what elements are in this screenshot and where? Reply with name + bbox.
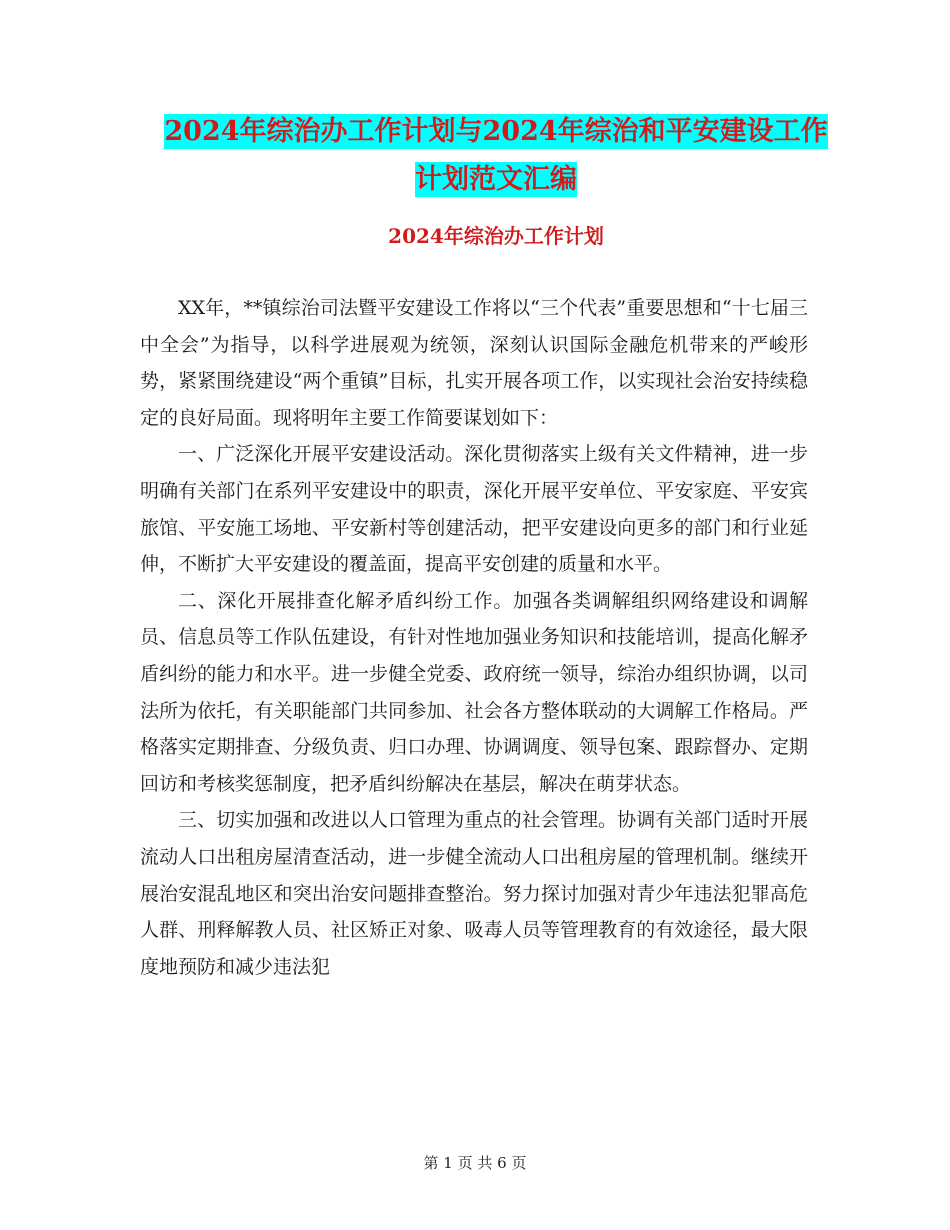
paragraph-intro: XX年，**镇综治司法暨平安建设工作将以“三个代表”重要思想和“十七届三中全会”为指导，以科学进展观为统领，深刻认识国际金融危机带来的严峻形势，紧紧围绕建设“两个重镇”目标，扎实开展各项工作，以实现社会治安持续稳定的良好局面。现将明年主要工作简要谋划如下： [140, 297, 808, 429]
section-title: 2024年综治办工作计划 [388, 224, 604, 248]
document-title-line-2: 计划范文汇编 [415, 164, 577, 195]
document-title [140, 108, 852, 204]
paragraph-item-3: 三、切实加强和改进以人口管理为重点的社会管理。协调有关部门适时开展流动人口出租房屋清查活动，进一步健全流动人口出租房屋的管理机制。继续开展治安混乱地区和突出治安问题排查整治。努力探讨加强对青少年违法犯罪高危人群、刑释解教人员、社区矫正对象、吸毒人员等管理教育的有效途径，最大限度地预防和减少违法犯 [140, 809, 808, 978]
document-title-line-1: 2024年综治办工作计划与2024年综治和平安建设工作 [164, 116, 828, 147]
paragraph-item-2: 二、深化开展排查化解矛盾纠纷工作。加强各类调解组织网络建设和调解员、信息员等工作队伍建设，有针对性地加强业务知识和技能培训，提高化解矛盾纠纷的能力和水平。进一步健全党委、政府统一领导，综治办组织协调，以司法所为依托，有关职能部门共同参加、社会各方整体联动的大调解工作格局。严格落实定期排查、分级负责、归口办理、协调调度、领导包案、跟踪督办、定期回访和考核奖惩制度，把矛盾纠纷解决在基层，解决在萌芽状态。 [140, 589, 808, 795]
page-footer: 第 1 页 共 6 页 [423, 1154, 527, 1172]
document-body [140, 290, 808, 985]
paragraph-item-1: 一、广泛深化开展平安建设活动。深化贯彻落实上级有关文件精神，进一步明确有关部门在系列平安建设中的职责，深化开展平安单位、平安家庭、平安宾旅馆、平安施工场地、平安新村等创建活动，把平安建设向更多的部门和行业延伸，不断扩大平安建设的覆盖面，提高平安创建的质量和水平。 [140, 443, 808, 576]
